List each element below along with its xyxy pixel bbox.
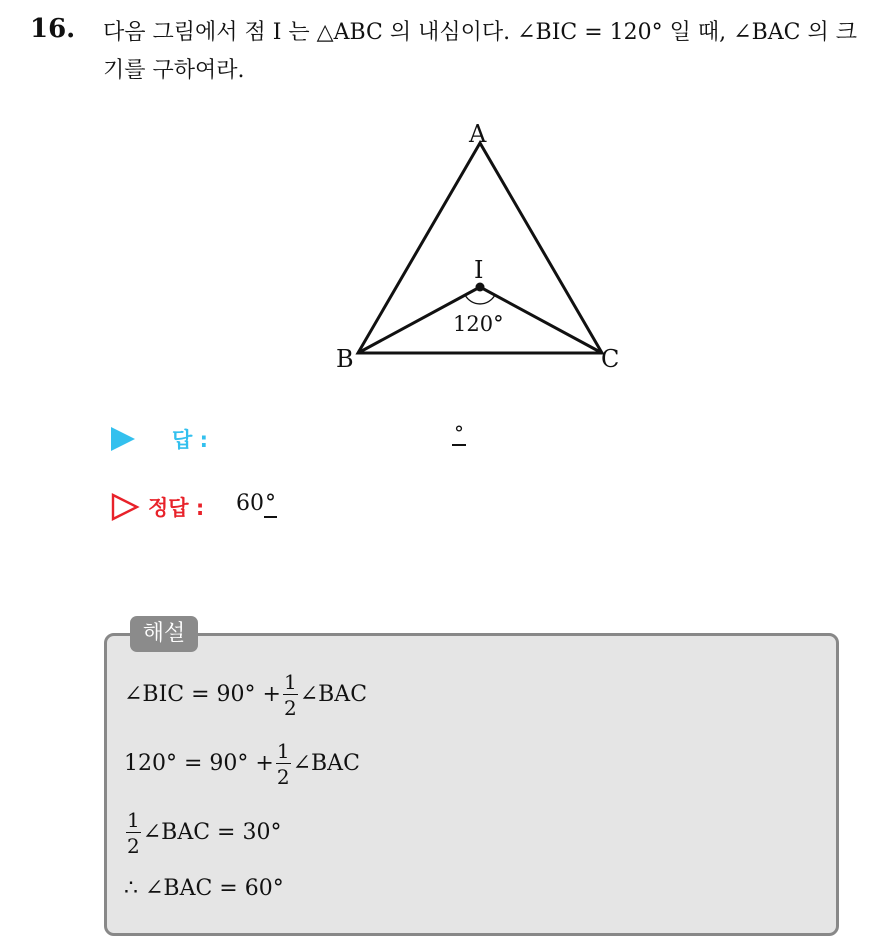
fraction-denominator: 2 [127, 834, 140, 858]
solution-line-1 [124, 672, 367, 718]
question-number: 16. [30, 14, 76, 44]
fraction-one-half [283, 672, 298, 718]
solution-line-1-right: ∠BAC [299, 682, 368, 707]
correct-answer-value: 60 [236, 491, 264, 516]
correct-answer-label: 정답 : [148, 496, 205, 520]
question-text: 다음 그림에서 점 I 는 △ABC 의 내심이다. ∠BIC = 120° 일 때, ∠BAC 의 크기를 구하여라. [103, 20, 857, 83]
fraction-numerator: 1 [127, 808, 140, 832]
solution-line-2 [124, 741, 360, 787]
fraction-denominator: 2 [283, 696, 297, 720]
vertex-b-label: B [336, 345, 354, 373]
vertex-c-label: C [601, 345, 620, 373]
fraction-denominator: 2 [276, 765, 290, 789]
correct-answer-row [108, 488, 608, 528]
solution-tag: 해설 [130, 616, 198, 652]
triangle-figure [320, 110, 640, 380]
fraction-numerator: 1 [276, 739, 290, 763]
outline-triangle-icon [110, 492, 140, 522]
solution-line-3-right: ∠BAC = 30° [142, 820, 282, 845]
solution-line-1-left: ∠BIC = 90° + [124, 682, 281, 707]
solution-line-2-right: ∠BAC [292, 751, 360, 776]
fraction-one-half [276, 741, 291, 787]
answer-label: 답 : [172, 428, 208, 452]
angle-bic-arc [465, 295, 495, 304]
answer-input-blank[interactable]: ° [454, 421, 464, 445]
triangle-diagram [320, 110, 640, 380]
solution-line-3 [124, 810, 281, 856]
angle-bic-label: 120° [453, 312, 504, 336]
fraction-numerator: 1 [283, 670, 297, 694]
incenter-label: I [474, 256, 484, 284]
fraction-one-half [126, 810, 141, 856]
solution-line-4: ∴ ∠BAC = 60° [124, 876, 284, 901]
answer-row [108, 420, 608, 460]
correct-answer-unit: ° [265, 491, 276, 516]
play-triangle-icon [111, 427, 135, 451]
vertex-a-label: A [469, 120, 487, 148]
correct-answer-value-group [236, 491, 277, 516]
solution-line-2-left: 120° = 90° + [124, 751, 274, 776]
